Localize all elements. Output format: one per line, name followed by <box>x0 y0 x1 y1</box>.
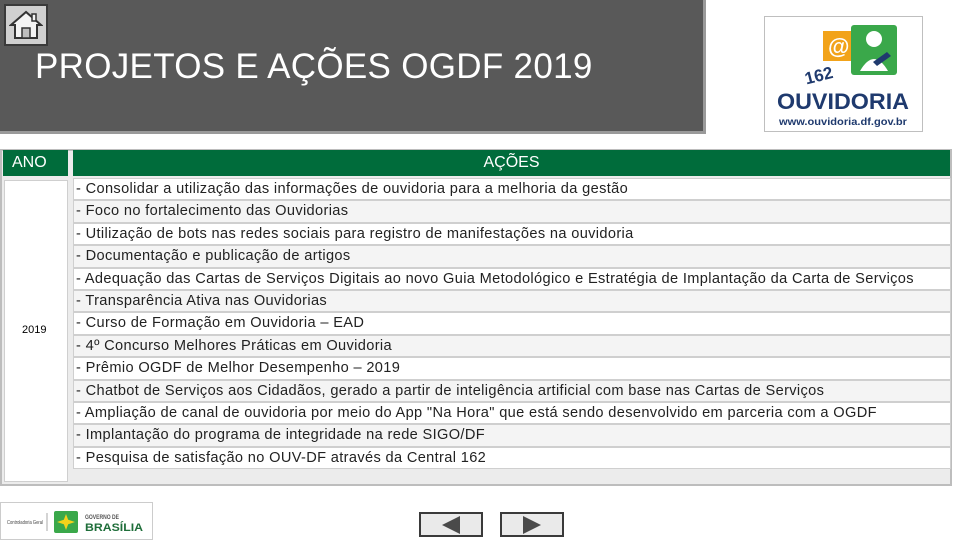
next-slide-button[interactable] <box>500 512 564 537</box>
governo-brasilia-logo <box>0 502 153 540</box>
action-row: - Prêmio OGDF de Melhor Desempenho – 2019 <box>73 357 951 379</box>
logo-brand: OUVIDORIA <box>777 89 910 114</box>
logo-number: 162 <box>802 63 835 89</box>
slide-title: PROJETOS E AÇÕES OGDF 2019 <box>35 47 593 86</box>
action-row: - 4º Concurso Melhores Práticas em Ouvidoria <box>73 335 951 357</box>
action-row: - Pesquisa de satisfação no OUV-DF através da Central 162 <box>73 447 951 469</box>
action-row: - Transparência Ativa nas Ouvidorias <box>73 290 951 312</box>
action-row: - Ampliação de canal de ouvidoria por meio do App "Na Hora" que está sendo desenvolvido em parceria com a OGDF <box>73 402 951 424</box>
action-row: - Chatbot de Serviços aos Cidadãos, gerado a partir de inteligência artificial com base nas Cartas de Serviços <box>73 380 951 402</box>
logo-at-symbol: @ <box>828 34 850 59</box>
title-banner <box>0 0 706 134</box>
triangle-right-icon <box>520 515 544 535</box>
action-row: - Adequação das Cartas de Serviços Digitais ao novo Guia Metodológico e Estratégia de Implantação da Carta de Serviços <box>73 268 951 290</box>
home-button[interactable] <box>4 4 48 46</box>
footer-org-name: Controladoria Geral <box>7 520 43 526</box>
action-row: - Consolidar a utilização das informações de ouvidoria para a melhoria da gestão <box>73 178 951 200</box>
action-list <box>73 178 951 469</box>
column-header-actions: AÇÕES <box>73 150 950 176</box>
action-row: - Documentação e publicação de artigos <box>73 245 951 267</box>
year-label: 2019 <box>22 324 47 336</box>
action-row: - Utilização de bots nas redes sociais para registro de manifestações na ouvidoria <box>73 223 951 245</box>
previous-slide-button[interactable] <box>419 512 483 537</box>
footer-gov-line1: GOVERNO DE <box>85 515 119 521</box>
ouvidoria-logo <box>764 16 923 132</box>
action-row: - Implantação do programa de integridade na rede SIGO/DF <box>73 424 951 446</box>
action-row: - Curso de Formação em Ouvidoria – EAD <box>73 312 951 334</box>
triangle-left-icon <box>439 515 463 535</box>
logo-url: www.ouvidoria.df.gov.br <box>777 117 908 128</box>
column-header-year: ANO <box>3 150 68 176</box>
home-icon <box>9 9 43 41</box>
footer-gov-line2: BRASÍLIA <box>85 522 137 534</box>
action-row: - Foco no fortalecimento das Ouvidorias <box>73 200 951 222</box>
